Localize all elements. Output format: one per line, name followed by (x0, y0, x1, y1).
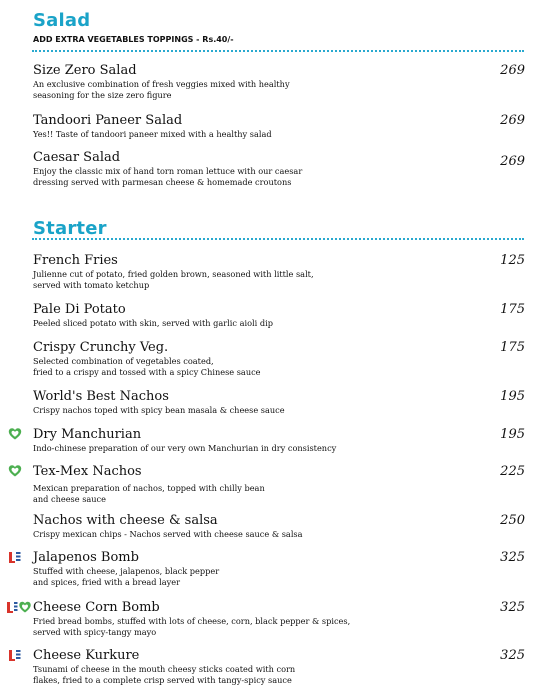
item-price: 225 (500, 464, 525, 479)
salad-divider (32, 50, 524, 52)
item-name: Tandoori Paneer Salad (33, 113, 183, 128)
menu-item (33, 464, 525, 505)
item-price: 175 (500, 302, 525, 317)
item-description: Mexican preparation of nachos, topped with chilly bean and cheese sauce (33, 483, 265, 504)
jain-heart-icon (6, 600, 28, 614)
item-description: Selected combination of vegetables coated, fried to a crispy and tossed with a spicy Chinese sauce (33, 356, 261, 377)
item-price: 269 (500, 113, 525, 128)
item-price: 325 (500, 648, 525, 663)
item-name: Pale Di Potato (33, 302, 126, 317)
heart-icon (8, 464, 30, 478)
item-price: 175 (500, 340, 525, 355)
heart-icon (8, 427, 30, 441)
item-description: An exclusive combination of fresh veggies mixed with healthy seasoning for the size zero figure (33, 79, 290, 100)
menu-item (33, 302, 525, 329)
item-description: Yes!! Taste of tandoori paneer mixed with a healthy salad (33, 129, 272, 139)
menu-item (33, 340, 525, 378)
item-name: Cheese Kurkure (33, 648, 140, 663)
menu-item (33, 113, 525, 140)
item-price: 269 (500, 154, 525, 169)
item-description: Julienne cut of potato, fried golden brown, seasoned with little salt, served with tomato ketchup (33, 269, 314, 290)
item-name: World's Best Nachos (33, 389, 169, 404)
item-description: Enjoy the classic mix of hand torn roman lettuce with our caesar dressing served with parmesan cheese & homemade croutons (33, 166, 303, 187)
item-name: Jalapenos Bomb (33, 550, 139, 565)
item-description: Peeled sliced potato with skin, served with garlic aioli dip (33, 318, 273, 328)
jain-icon (8, 550, 30, 564)
item-description: Crispy mexican chips - Nachos served with cheese sauce & salsa (33, 529, 303, 539)
item-name: Nachos with cheese & salsa (33, 513, 218, 528)
item-description: Indo-chinese preparation of our very own Manchurian in dry consistency (33, 443, 337, 453)
item-description: Stuffed with cheese, jalapenos, black pepper and spices, fried with a bread layer (33, 566, 220, 587)
item-name: Cheese Corn Bomb (33, 600, 160, 615)
item-description: Tsunami of cheese in the mouth cheesy sticks coated with corn flakes, fried to a complete crisp served with tangy-spicy sauce (33, 664, 296, 685)
menu-item (33, 150, 525, 188)
item-price: 195 (500, 389, 525, 404)
item-price: 250 (500, 513, 525, 528)
menu-item (33, 63, 525, 101)
item-price: 269 (500, 63, 525, 78)
salad-section-title: Salad (33, 10, 91, 31)
starter-section-title: Starter (33, 218, 107, 239)
item-price: 325 (500, 600, 525, 615)
item-name: Dry Manchurian (33, 427, 142, 442)
item-price: 195 (500, 427, 525, 442)
item-description: Crispy nachos toped with spicy bean masala & cheese sauce (33, 405, 285, 415)
menu-item (33, 513, 525, 540)
item-price: 325 (500, 550, 525, 565)
menu-item (33, 389, 525, 416)
menu-item (33, 648, 525, 686)
menu-item (33, 550, 525, 588)
starter-divider (32, 238, 524, 240)
salad-toppings-note: ADD EXTRA VEGETABLES TOPPINGS - Rs.40/- (33, 35, 234, 44)
item-name: Crispy Crunchy Veg. (33, 340, 169, 355)
item-name: Caesar Salad (33, 150, 121, 165)
item-name: Size Zero Salad (33, 63, 137, 78)
item-price: 125 (500, 253, 525, 268)
item-name: Tex-Mex Nachos (33, 464, 142, 479)
item-description: Fried bread bombs, stuffed with lots of cheese, corn, black pepper & spices, served with spicy-tangy mayo (33, 616, 351, 637)
jain-icon (8, 648, 30, 662)
menu-item (33, 427, 525, 454)
menu-item (33, 600, 525, 638)
menu-item (33, 253, 525, 291)
item-name: French Fries (33, 253, 118, 268)
